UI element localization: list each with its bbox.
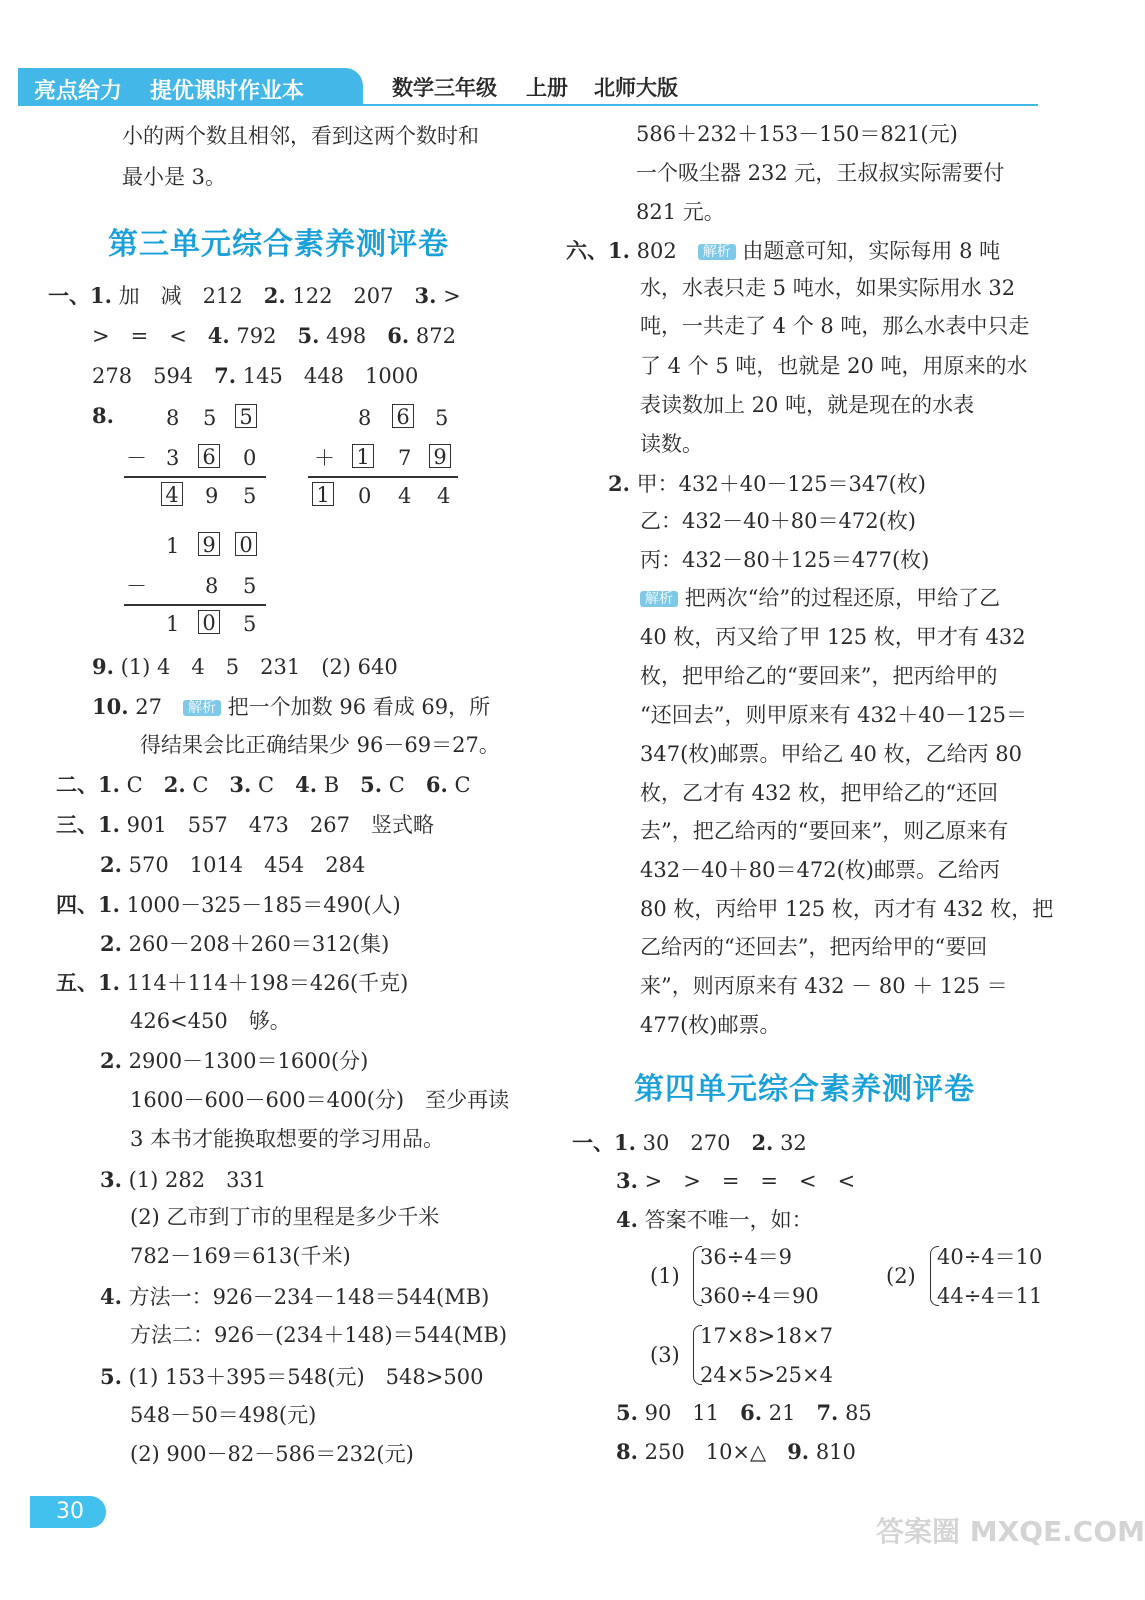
filled-box: 4 bbox=[161, 482, 183, 506]
q-num: 7. bbox=[214, 363, 237, 388]
pair-1-a: 36÷4＝9 bbox=[700, 1245, 793, 1269]
watermark: 答案圈 MXQE.COM bbox=[876, 1515, 1145, 1548]
filled-box: 6 bbox=[392, 404, 414, 428]
filled-box: 5 bbox=[235, 404, 257, 428]
s5-line1 bbox=[56, 972, 408, 994]
s5-line6 bbox=[100, 1169, 266, 1191]
s6-line2: 水，水表只走 5 吨水，如果实际用水 32 bbox=[640, 276, 1016, 300]
analysis-tag: 解析 bbox=[183, 700, 221, 716]
u4-line3 bbox=[616, 1209, 813, 1231]
s6-line17: 432－40＋80＝472(枚)邮票。乙给丙 bbox=[640, 858, 1000, 882]
filled-box: 0 bbox=[235, 532, 257, 556]
s3-line1 bbox=[56, 814, 434, 836]
s6-line13: “还回去”，则甲原来有 432＋40－125＝ bbox=[640, 703, 1028, 727]
answer: 498 bbox=[326, 324, 367, 348]
digit: 5 bbox=[243, 484, 257, 508]
analysis-text: 由题意可知，实际每用 8 吨 bbox=[742, 239, 1001, 263]
q10-line bbox=[92, 696, 490, 718]
answer: 260－208＋260＝312(集) bbox=[128, 932, 390, 956]
filled-box: 1 bbox=[312, 482, 334, 506]
digit: 8 bbox=[358, 406, 372, 430]
calc-rule bbox=[124, 476, 266, 478]
q-num: 7. bbox=[816, 1400, 839, 1425]
s6-line10 bbox=[640, 588, 1000, 609]
q-num: 2. bbox=[100, 852, 122, 877]
answer: C bbox=[454, 773, 471, 797]
answer: C bbox=[258, 773, 275, 797]
s2-line bbox=[56, 774, 471, 796]
answer: 901 557 473 267 竖式略 bbox=[126, 813, 434, 837]
pair-3-a: 17×8>18×7 bbox=[700, 1324, 833, 1348]
q-num: 2. bbox=[100, 931, 122, 956]
s6-line15: 枚，乙才有 432 枚，把甲给乙的“还回 bbox=[640, 781, 999, 805]
answer: 加 减 212 bbox=[118, 284, 243, 308]
section-four: 四、 bbox=[56, 892, 98, 917]
s6-line8: 乙：432－40＋80＝472(枚) bbox=[640, 509, 916, 533]
answer: 2900－1300＝1600(分) bbox=[128, 1049, 369, 1073]
s6-line12: 枚，把甲给乙的“要回来”，把丙给甲的 bbox=[640, 664, 998, 688]
s5-line3 bbox=[100, 1050, 368, 1072]
answer: 答案不唯一，如： bbox=[644, 1208, 813, 1232]
operator: － bbox=[126, 574, 147, 598]
s5-line9 bbox=[100, 1286, 489, 1308]
q-num: 6. bbox=[425, 772, 448, 797]
answer: 122 207 bbox=[292, 284, 394, 308]
operator: ＋ bbox=[314, 446, 335, 470]
pair-3-b: 24×5>25×4 bbox=[700, 1363, 833, 1387]
s6-line4: 了 4 个 5 吨，也就是 20 吨，用原来的水 bbox=[640, 354, 1028, 378]
s4-line2 bbox=[100, 933, 389, 955]
s5-line4: 1600－600－600＝400(分) 至少再读 bbox=[130, 1088, 510, 1112]
digit: 1 bbox=[166, 612, 180, 636]
digit: 8 bbox=[166, 406, 180, 430]
q-num: 4. bbox=[207, 323, 230, 348]
section-five: 五、 bbox=[56, 970, 98, 995]
s6-line1 bbox=[566, 240, 1000, 262]
s6-line6: 读数。 bbox=[640, 432, 703, 456]
digit: 7 bbox=[398, 446, 412, 470]
header-volume: 上册 bbox=[526, 76, 568, 100]
digit: 8 bbox=[205, 574, 219, 598]
s4-line1 bbox=[56, 894, 401, 916]
page-number: 30 bbox=[56, 1499, 84, 1524]
answer: C bbox=[192, 773, 209, 797]
q9-line bbox=[92, 656, 398, 678]
pair-2-label: (2) bbox=[886, 1264, 916, 1288]
q-num: 9. bbox=[787, 1439, 810, 1464]
digit: 9 bbox=[205, 484, 219, 508]
q-num: 2. bbox=[100, 1048, 122, 1073]
s6-line3: 吨，一共走了 4 个 8 吨，那么水表中只走 bbox=[640, 314, 1030, 338]
digit: 0 bbox=[358, 484, 372, 508]
filled-box: 1 bbox=[352, 444, 374, 468]
answer: 278 594 bbox=[92, 364, 194, 388]
answer: 570 1014 454 284 bbox=[128, 853, 366, 877]
unit4-title: 第四单元综合素养测评卷 bbox=[634, 1072, 975, 1107]
digit: 3 bbox=[166, 446, 180, 470]
answer: 802 bbox=[636, 239, 677, 263]
u4-line1 bbox=[572, 1132, 807, 1154]
q-num: 3. bbox=[229, 772, 252, 797]
q-num: 5. bbox=[360, 772, 383, 797]
s5-line13: (2) 900－82－586＝232(元) bbox=[130, 1442, 414, 1466]
q10-line-2: 得结果会比正确结果少 96－69＝27。 bbox=[140, 733, 500, 757]
section-six: 六、 bbox=[566, 238, 608, 263]
q-num: 6. bbox=[387, 323, 410, 348]
r-line2: 一个吸尘器 232 元，王叔叔实际需要付 bbox=[636, 161, 1005, 185]
s5-line12: 548－50＝498(元) bbox=[130, 1403, 317, 1427]
answer: (1) 153＋395＝548(元) 548>500 bbox=[128, 1365, 484, 1389]
digit: 5 bbox=[435, 406, 449, 430]
s6-line16: 去”，把乙给丙的“要回来”，则乙原来有 bbox=[640, 819, 1009, 843]
s6-line9: 丙：432－80＋125＝477(枚) bbox=[640, 548, 930, 572]
q-num: 3. bbox=[616, 1168, 638, 1193]
answer: 1000－325－185＝490(人) bbox=[126, 893, 401, 917]
calc-rule bbox=[308, 476, 458, 478]
unit3-title: 第三单元综合素养测评卷 bbox=[108, 227, 449, 262]
answer: 90 11 bbox=[644, 1401, 720, 1425]
answer: C bbox=[126, 773, 143, 797]
filled-box: 9 bbox=[429, 444, 451, 468]
q-num: 1. bbox=[608, 238, 630, 263]
intro-line-2: 最小是 3。 bbox=[122, 165, 227, 189]
q8-num: 8. bbox=[92, 403, 114, 428]
intro-line-1: 小的两个数且相邻，看到这两个数时和 bbox=[122, 124, 479, 148]
q-num: 1. bbox=[98, 772, 120, 797]
answer: 甲：432＋40－125＝347(枚) bbox=[636, 472, 926, 496]
s6-line11: 40 枚，丙又给了甲 125 枚，甲才有 432 bbox=[640, 625, 1026, 649]
answer: 方法一：926－234－148＝544(MB) bbox=[128, 1285, 490, 1309]
s3-line2 bbox=[100, 854, 365, 876]
answer: 792 bbox=[236, 324, 277, 348]
answer: C bbox=[388, 773, 405, 797]
answer: 85 bbox=[845, 1401, 872, 1425]
s5-line11 bbox=[100, 1366, 483, 1388]
section-two: 二、 bbox=[56, 772, 98, 797]
q-num: 1. bbox=[98, 892, 120, 917]
filled-box: 0 bbox=[198, 610, 220, 634]
calc-rule bbox=[124, 604, 266, 606]
s5-line5: 3 本书才能换取想要的学习用品。 bbox=[130, 1127, 445, 1151]
analysis-tag: 解析 bbox=[640, 591, 678, 607]
q-num: 8. bbox=[616, 1439, 638, 1464]
q-num: 2. bbox=[751, 1130, 774, 1155]
s1-line3 bbox=[92, 365, 418, 387]
answer: 872 bbox=[415, 324, 456, 348]
s5-line2: 426<450 够。 bbox=[130, 1009, 291, 1033]
answer: > bbox=[443, 284, 461, 308]
section-one: 一、 bbox=[572, 1130, 614, 1155]
s1-line1 bbox=[48, 285, 461, 307]
digit: 1 bbox=[166, 534, 180, 558]
q-num: 1. bbox=[98, 812, 120, 837]
s6-line7 bbox=[608, 473, 926, 495]
answer: 145 448 1000 bbox=[242, 364, 419, 388]
header-series: 提优课时作业本 bbox=[150, 79, 305, 104]
analysis-text: 把两次“给”的过程还原，甲给了乙 bbox=[684, 586, 1001, 610]
analysis-text: 把一个加数 96 看成 69，所 bbox=[227, 695, 491, 719]
pair-3-label: (3) bbox=[650, 1343, 680, 1367]
q-num: 6. bbox=[740, 1400, 763, 1425]
r-line1: 586＋232＋153－150＝821(元) bbox=[636, 122, 958, 146]
s5-line8: 782－169＝613(千米) bbox=[130, 1244, 351, 1268]
header-edition: 北师大版 bbox=[594, 76, 678, 100]
digit: 5 bbox=[203, 406, 217, 430]
header-rule bbox=[18, 104, 1038, 106]
answer: B bbox=[323, 773, 340, 797]
answer: (1) 4 4 5 231 (2) 640 bbox=[120, 655, 398, 679]
answer: 21 bbox=[768, 1401, 796, 1425]
q-num: 4. bbox=[295, 772, 318, 797]
s6-line5: 表读数加上 20 吨，就是现在的水表 bbox=[640, 393, 975, 417]
q-num: 4. bbox=[616, 1207, 638, 1232]
q-num: 5. bbox=[616, 1400, 638, 1425]
header-brand: 亮点给力 bbox=[34, 79, 123, 104]
analysis-tag: 解析 bbox=[698, 244, 736, 260]
answer: 27 bbox=[135, 695, 162, 719]
q-num: 10. bbox=[92, 694, 129, 719]
s6-line14: 347(枚)邮票。甲给乙 40 枚，乙给丙 80 bbox=[640, 742, 1022, 766]
header-subject: 数学三年级 bbox=[392, 76, 497, 100]
filled-box: 6 bbox=[198, 444, 220, 468]
u4-line5 bbox=[616, 1441, 856, 1463]
q-num: 5. bbox=[297, 323, 320, 348]
answer: 32 bbox=[780, 1131, 807, 1155]
answer: 114＋114＋198＝426(千克) bbox=[126, 971, 409, 995]
q-num: 3. bbox=[100, 1167, 122, 1192]
u4-line4 bbox=[616, 1402, 872, 1424]
q-num: 2. bbox=[263, 283, 286, 308]
answer: 250 10×△ bbox=[644, 1440, 767, 1464]
r-line3: 821 元。 bbox=[636, 200, 725, 224]
s6-line18: 80 枚，丙给甲 125 枚，丙才有 432 枚，把 bbox=[640, 897, 1054, 921]
digit: 4 bbox=[398, 484, 412, 508]
pair-1-label: (1) bbox=[650, 1264, 680, 1288]
operator: － bbox=[126, 446, 147, 470]
s6-line21: 477(枚)邮票。 bbox=[640, 1013, 781, 1037]
q-num: 1. bbox=[90, 283, 112, 308]
section-three: 三、 bbox=[56, 812, 98, 837]
q-num: 2. bbox=[608, 471, 630, 496]
digit: 4 bbox=[437, 484, 451, 508]
q-num: 1. bbox=[614, 1130, 636, 1155]
digit: 5 bbox=[243, 574, 257, 598]
q-num: 3. bbox=[414, 283, 437, 308]
pair-2-b: 44÷4＝11 bbox=[937, 1284, 1043, 1308]
pair-1-b: 360÷4＝90 bbox=[700, 1284, 819, 1308]
s6-line19: 乙给丙的“还回去”，把丙给甲的“要回 bbox=[640, 935, 988, 959]
digit: 5 bbox=[243, 612, 257, 636]
answer: > > = = < < bbox=[644, 1169, 856, 1193]
filled-box: 9 bbox=[198, 532, 220, 556]
q-num: 4. bbox=[100, 1284, 122, 1309]
q-num: 5. bbox=[100, 1364, 122, 1389]
s5-line7: (2) 乙市到丁市的里程是多少千米 bbox=[130, 1205, 440, 1229]
digit: 0 bbox=[243, 446, 257, 470]
s6-line20: 来”，则丙原来有 432 － 80 ＋ 125 ＝ bbox=[640, 974, 1008, 998]
u4-line2 bbox=[616, 1170, 855, 1192]
q-num: 1. bbox=[98, 970, 120, 995]
q-num: 2. bbox=[163, 772, 186, 797]
section-one: 一、 bbox=[48, 283, 90, 308]
pair-2-a: 40÷4＝10 bbox=[937, 1245, 1043, 1269]
answer: (1) 282 331 bbox=[128, 1168, 267, 1192]
answer: 30 270 bbox=[642, 1131, 731, 1155]
answer: > = < bbox=[92, 324, 187, 348]
s5-line10: 方法二：926－(234＋148)＝544(MB) bbox=[130, 1323, 508, 1347]
s1-line2 bbox=[92, 325, 456, 347]
answer: 810 bbox=[815, 1440, 856, 1464]
q-num: 9. bbox=[92, 654, 114, 679]
